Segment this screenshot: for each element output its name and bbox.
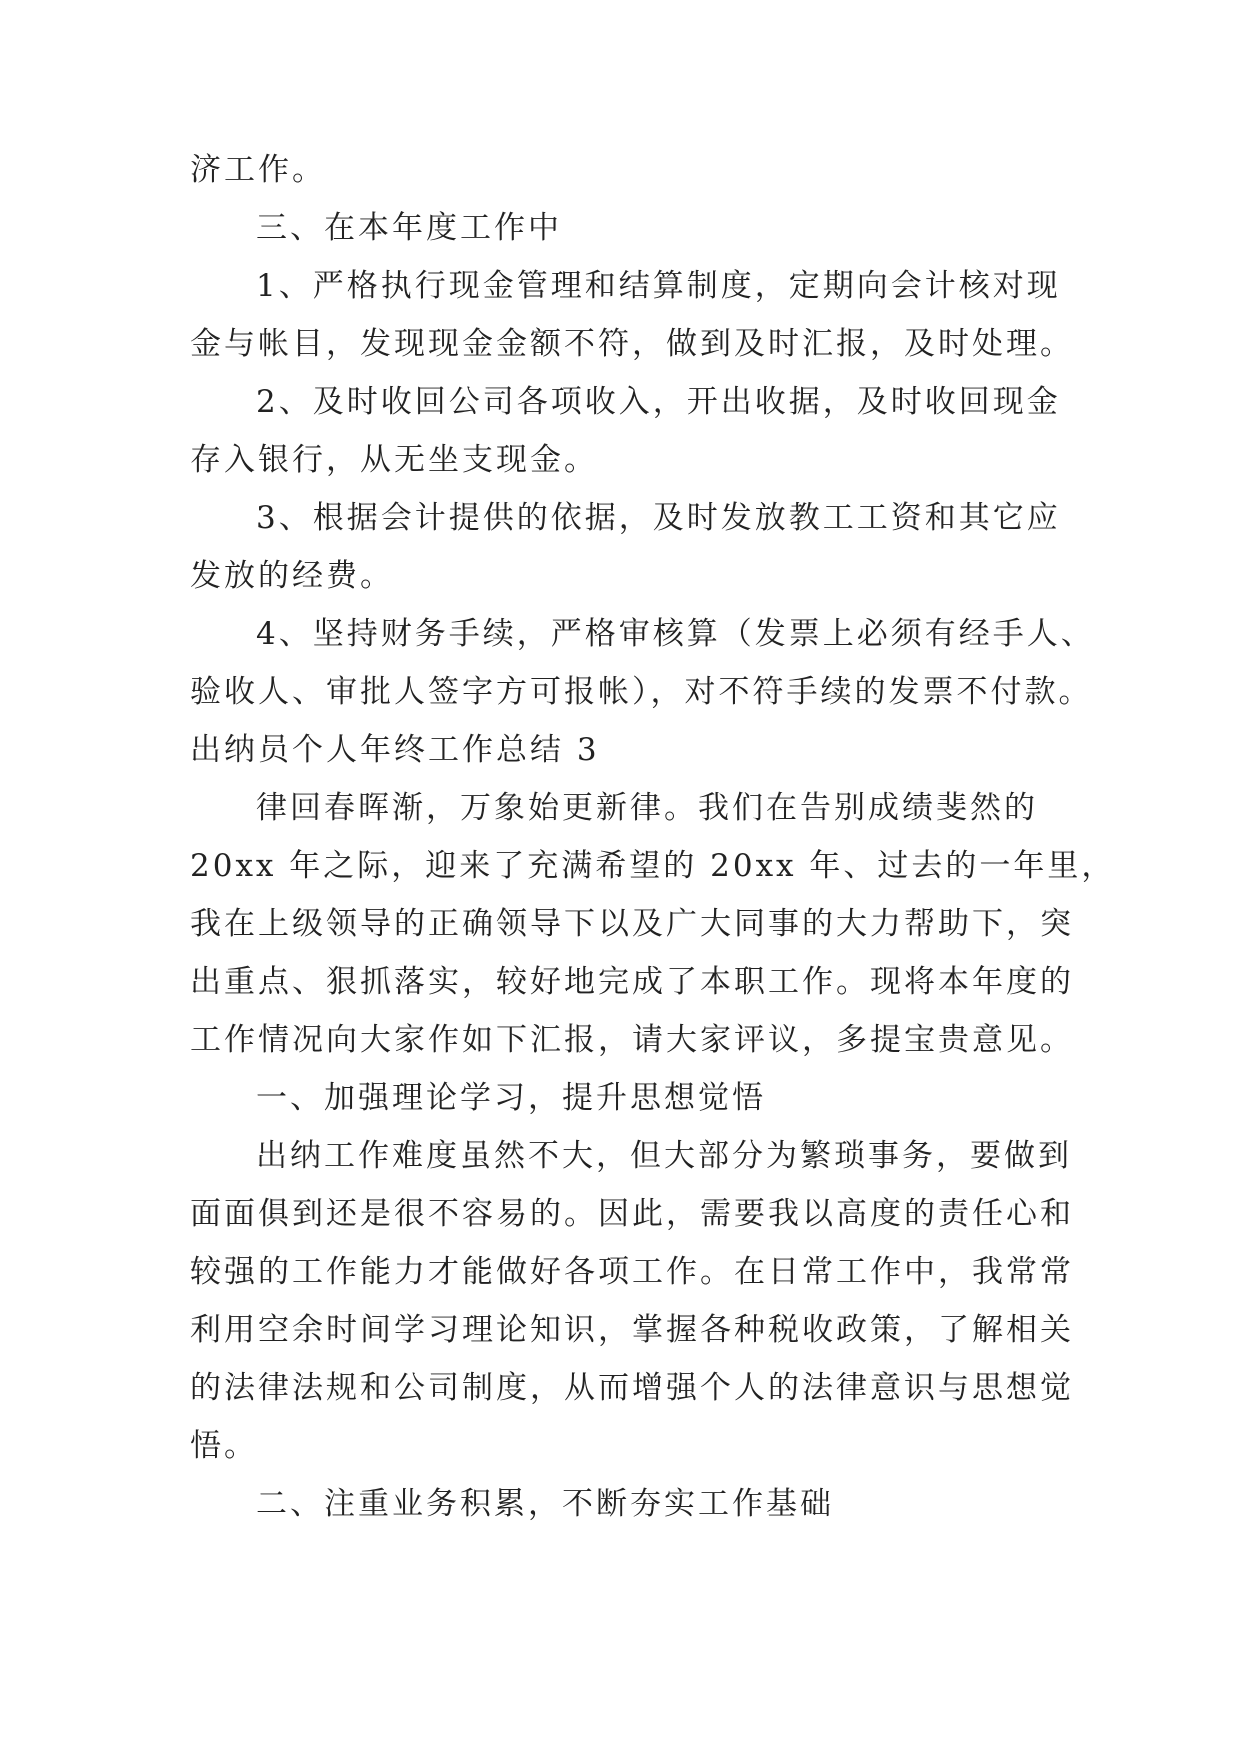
text-line: 4、坚持财务手续，严格审核算（发票上必须有经手人、: [256, 616, 1095, 652]
text-line: 较强的工作能力才能做好各项工作。在日常工作中，我常常: [190, 1254, 1074, 1290]
text-line: 出重点、狠抓落实，较好地完成了本职工作。现将本年度的: [190, 964, 1074, 1000]
text-line: 2、及时收回公司各项收入，开出收据，及时收回现金: [256, 384, 1061, 420]
text-line: 悟。: [190, 1428, 258, 1464]
document-title: 出纳员个人年终工作总结 3: [190, 732, 600, 768]
text-line: 济工作。: [190, 152, 326, 188]
text-line: 3、根据会计提供的依据，及时发放教工工资和其它应: [256, 500, 1061, 536]
text-line: 律回春晖渐，万象始更新律。我们在告别成绩斐然的: [256, 790, 1038, 826]
text-line: 利用空余时间学习理论知识，掌握各种税收政策，了解相关: [190, 1312, 1074, 1348]
section-heading: 一、加强理论学习，提升思想觉悟: [256, 1080, 766, 1116]
section-heading: 三、在本年度工作中: [256, 210, 562, 246]
text-line: 20xx 年之际，迎来了充满希望的 20xx 年、过去的一年里，: [190, 848, 1116, 884]
text-line: 出纳工作难度虽然不大，但大部分为繁琐事务，要做到: [256, 1138, 1072, 1174]
text-line: 存入银行，从无坐支现金。: [190, 442, 598, 478]
text-line: 面面俱到还是很不容易的。因此，需要我以高度的责任心和: [190, 1196, 1074, 1232]
text-line: 验收人、审批人签字方可报帐），对不符手续的发票不付款。: [190, 674, 1093, 710]
text-line: 工作情况向大家作如下汇报，请大家评议，多提宝贵意见。: [190, 1022, 1074, 1058]
text-line: 1、严格执行现金管理和结算制度，定期向会计核对现: [256, 268, 1061, 304]
text-line: 金与帐目，发现现金金额不符，做到及时汇报，及时处理。: [190, 326, 1074, 362]
text-line: 的法律法规和公司制度，从而增强个人的法律意识与思想觉: [190, 1370, 1074, 1406]
section-heading: 二、注重业务积累，不断夯实工作基础: [256, 1486, 834, 1522]
text-line: 我在上级领导的正确领导下以及广大同事的大力帮助下，突: [190, 906, 1074, 942]
text-line: 发放的经费。: [190, 558, 394, 594]
